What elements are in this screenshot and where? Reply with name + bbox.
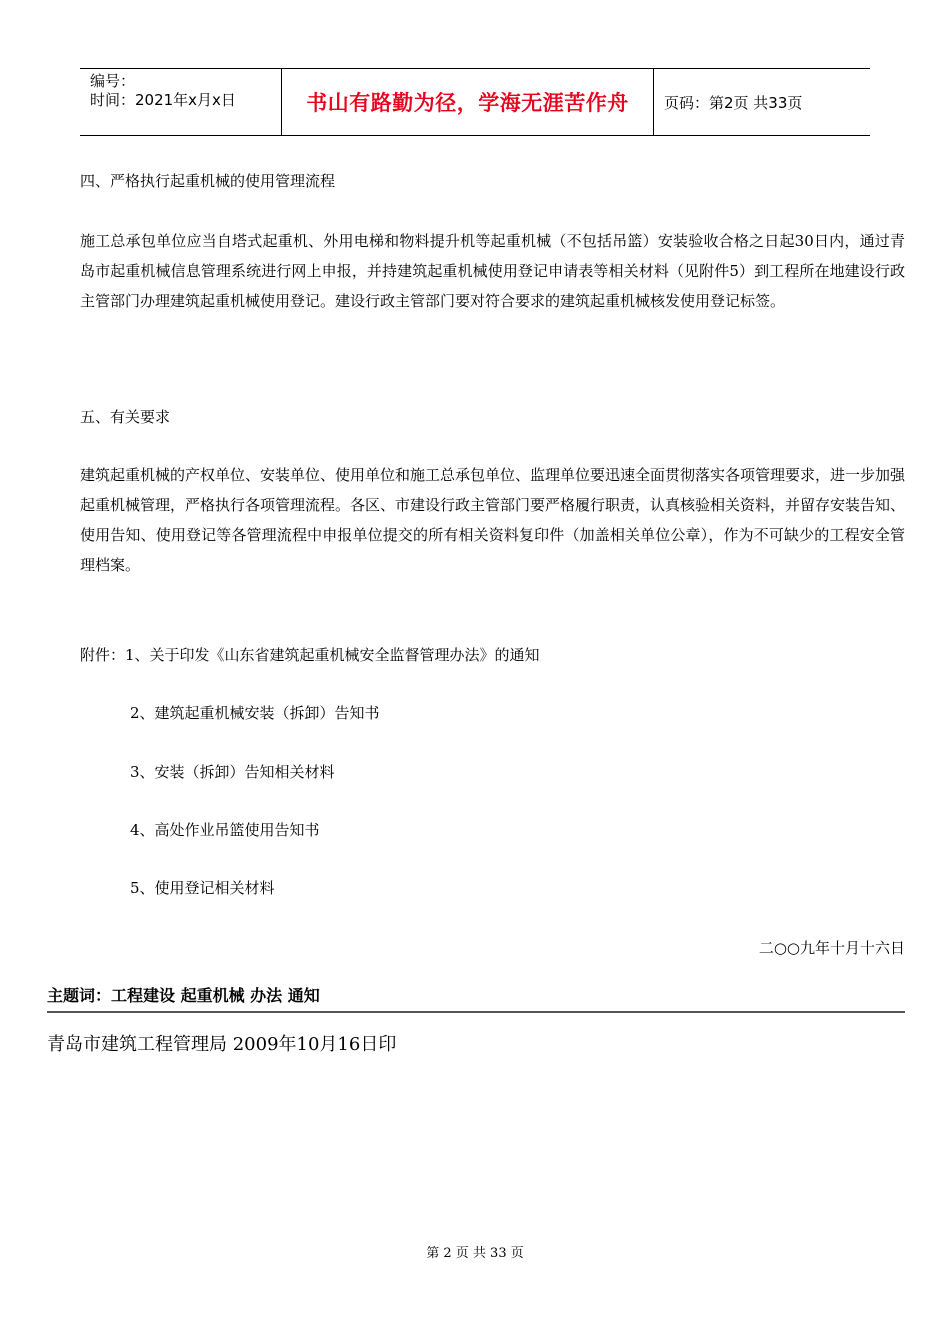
- header-meta: [80, 69, 282, 135]
- attachment-item-3: 3、安装（拆卸）告知相关材料: [130, 763, 335, 781]
- header-motto: 书山有路勤为径，学海无涯苦作舟: [282, 69, 654, 135]
- section-4-title: 四、严格执行起重机械的使用管理流程: [80, 172, 336, 190]
- attachment-item-4: 4、高处作业吊篮使用告知书: [130, 821, 320, 839]
- document-number-label: 编号：: [90, 72, 136, 90]
- section-5-body: 建筑起重机械的产权单位、安装单位、使用单位和施工总承包单位、监理单位要迅速全面贯彻落实各项管理要求，进一步加强起重机械管理，严格执行各项管理流程。各区、市建设行政主管部门要严格履行职责，认真核验相关资料，并留存安装告知、使用告知、使用登记等各管理流程中申报单位提交的所有相关资料复印件（加盖相关单位公章），作为不可缺少的工程安全管理档案。: [80, 466, 906, 574]
- header-page-info: 页码：第2页 共33页: [664, 93, 803, 112]
- issuer-line: 青岛市建筑工程管理局 2009年10月16日印: [47, 1034, 397, 1055]
- section-5-title: 五、有关要求: [80, 408, 171, 426]
- attachment-item-1: 附件：1、关于印发《山东省建筑起重机械安全监督管理办法》的通知: [80, 646, 540, 664]
- keywords-line: 主题词：工程建设 起重机械 办法 通知: [47, 983, 905, 1013]
- page-footer: 第 2 页 共 33 页: [426, 1246, 524, 1261]
- attachment-item-2: 2、建筑起重机械安装（拆卸）告知书: [130, 704, 380, 722]
- document-date-label: 时间：2021年x月x日: [90, 91, 236, 109]
- section-4-body: 施工总承包单位应当自塔式起重机、外用电梯和物料提升机等起重机械（不包括吊篮）安装验收合格之日起30日内，通过青岛市起重机械信息管理系统进行网上申报，并持建筑起重机械使用登记申请表等相关材料（见附件5）到工程所在地建设行政主管部门办理建筑起重机械使用登记。建设行政主管部门要对符合要求的建筑起重机械核发使用登记标签。: [80, 232, 905, 310]
- document-header: [80, 68, 870, 136]
- attachment-item-5: 5、使用登记相关材料: [130, 879, 275, 897]
- document-date: 二○○九年十月十六日: [758, 939, 905, 957]
